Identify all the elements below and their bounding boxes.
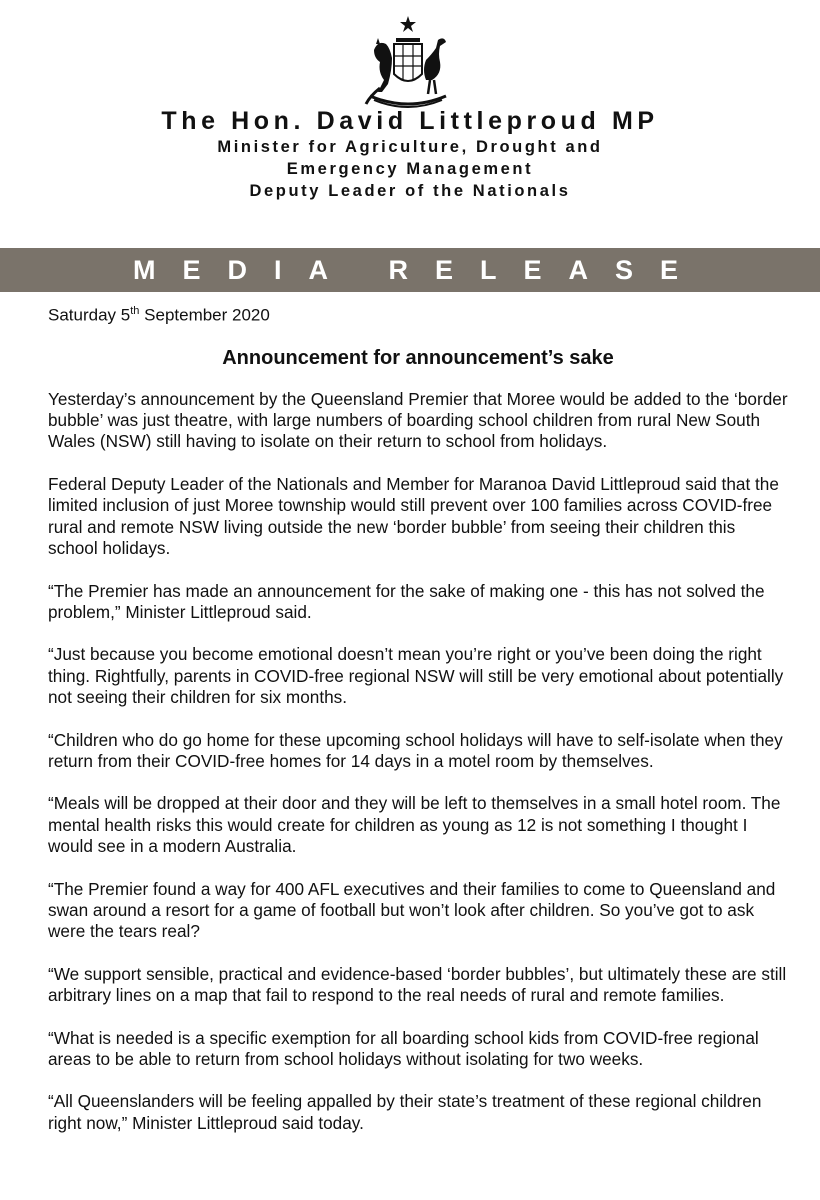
paragraph: “The Premier has made an announcement for the sake of making one - this has not solved the problem,” Minister Littleproud said. — [48, 580, 765, 622]
paragraph: Yesterday’s announcement by the Queensland Premier that Moree would be added to the ‘border bubble’ was just theatre, with large numbers of boarding school children from rural New South Wales (NSW) still having to isolate on their return to school from holidays. — [48, 388, 788, 452]
paragraph: “All Queenslanders will be feeling appalled by their state’s treatment of these regional children right now,” Minister Littleproud said today. — [48, 1091, 762, 1133]
minister-role-2: Emergency Management — [286, 160, 534, 178]
minister-header — [0, 106, 820, 202]
paragraph: “The Premier found a way for 400 AFL executives and their families to come to Queensland and swan around a resort for a game of football but won’t look after children. So you’ve got to ask were the tears real? — [48, 878, 776, 942]
paragraph: “Just because you become emotional doesn’t mean you’re right or you’ve been doing the right thing. Rightfully, parents in COVID-free regional NSW will still be very emotional about potentially not seeing their children for six months. — [48, 644, 784, 708]
minister-role-3: Deputy Leader of the Nationals — [249, 182, 571, 200]
coat-of-arms-icon — [360, 14, 456, 114]
date-ordinal: th — [130, 305, 140, 317]
paragraph: “We support sensible, practical and evidence-based ‘border bubbles’, but ultimately these are still arbitrary lines on a map that fail to respond to the real needs of rural and remote families. — [48, 963, 787, 1006]
paragraph: “What is needed is a specific exemption for all boarding school kids from COVID-free regional areas to be able to return from school holidays without isolating for two weeks. — [48, 1027, 759, 1069]
date-prefix: Saturday 5 — [48, 305, 131, 325]
banner-label: MEDIA RELEASE — [132, 254, 706, 285]
media-release-banner — [0, 248, 820, 292]
paragraph: Federal Deputy Leader of the Nationals and Member for Maranoa David Littleproud said that the limited inclusion of just Moree township would still prevent over 100 families across COVID-free rural and remote NSW living outside the new ‘border bubble’ from seeing their children this school holidays. — [48, 473, 779, 559]
minister-name: The Hon. David Littleproud MP — [161, 107, 659, 135]
date-rest: September 2020 — [139, 305, 270, 325]
release-title: Announcement for announcement’s sake — [222, 346, 614, 369]
paragraph: “Children who do go home for these upcoming school holidays will have to self-isolate when they return from their COVID-free homes for 14 days in a motel room by themselves. — [48, 729, 783, 771]
minister-role-1: Minister for Agriculture, Drought and — [217, 138, 603, 156]
release-body — [48, 300, 788, 1155]
release-date — [48, 300, 788, 327]
paragraph: “Meals will be dropped at their door and they will be left to themselves in a small hotel room. The mental health risks this would create for children as young as 12 is not something I thought I would see in a modern Australia. — [48, 793, 781, 857]
